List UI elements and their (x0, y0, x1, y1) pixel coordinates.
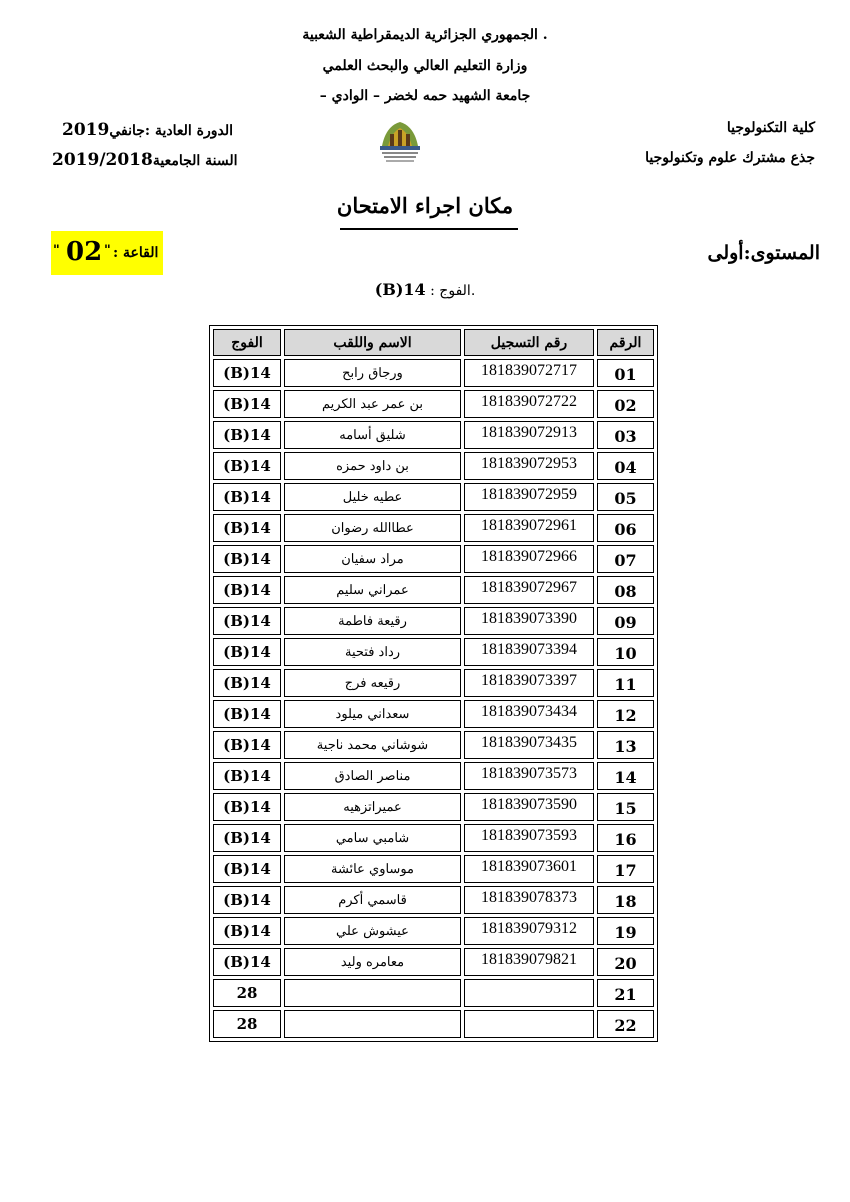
cell-name: سعداني ميلود (284, 700, 461, 728)
header-registration: رقم التسجيل (464, 329, 594, 356)
cell-registration: 181839073435 (464, 731, 594, 759)
track-name: جذع مشترك علوم وتكنولوجيا (645, 150, 815, 166)
cell-name: بن داود حمزه (284, 452, 461, 480)
cell-registration: 181839073601 (464, 855, 594, 883)
cell-group: (B)14 (213, 576, 281, 604)
table-row (213, 700, 654, 728)
table-row (213, 979, 654, 1007)
cell-number: 04 (597, 452, 654, 480)
table-row (213, 390, 654, 418)
cell-registration: 181839073573 (464, 762, 594, 790)
cell-number: 08 (597, 576, 654, 604)
cell-group: (B)14 (213, 638, 281, 666)
cell-group: (B)14 (213, 917, 281, 945)
table-row (213, 576, 654, 604)
cell-group: (B)14 (213, 669, 281, 697)
academic-year-label: السنة الجامعية (152, 153, 238, 169)
session-year: 2019 (62, 120, 110, 140)
cell-name: ورجاق رابح (284, 359, 461, 387)
cell-group: (B)14 (213, 359, 281, 387)
cell-registration: 181839079312 (464, 917, 594, 945)
cell-registration: 181839073397 (464, 669, 594, 697)
table-row (213, 452, 654, 480)
room-badge (51, 231, 163, 275)
cell-registration: 181839072966 (464, 545, 594, 573)
cell-group: (B)14 (213, 886, 281, 914)
room-quote-close: " (104, 243, 111, 258)
cell-number: 10 (597, 638, 654, 666)
cell-group: (B)14 (213, 390, 281, 418)
cell-name: معامره وليد (284, 948, 461, 976)
cell-number: 20 (597, 948, 654, 976)
group-label: .الفوج : (430, 283, 476, 299)
cell-number: 13 (597, 731, 654, 759)
cell-name: موساوي عائشة (284, 855, 461, 883)
cell-group: (B)14 (213, 948, 281, 976)
cell-group: (B)14 (213, 762, 281, 790)
cell-number: 05 (597, 483, 654, 511)
cell-registration: 181839072717 (464, 359, 594, 387)
table-row (213, 514, 654, 542)
header-name: الاسم واللقب (284, 329, 461, 356)
cell-registration: 181839073394 (464, 638, 594, 666)
cell-registration (464, 1010, 594, 1038)
table-row (213, 1010, 654, 1038)
cell-group: (B)14 (213, 452, 281, 480)
academic-year (52, 150, 238, 170)
cell-registration: 181839073434 (464, 700, 594, 728)
cell-registration: 181839072722 (464, 390, 594, 418)
header-group: الفوج (213, 329, 281, 356)
cell-group: 28 (213, 1010, 281, 1038)
students-table (209, 325, 658, 1042)
cell-group: (B)14 (213, 793, 281, 821)
cell-number: 01 (597, 359, 654, 387)
header-number: الرقم (597, 329, 654, 356)
cell-group: (B)14 (213, 607, 281, 635)
cell-number: 19 (597, 917, 654, 945)
table-row (213, 762, 654, 790)
republic-line: . الجمهوري الجزائرية الديمقراطية الشعبية (302, 27, 548, 43)
room-quote-open: " (53, 243, 60, 258)
room-label: القاعة : (113, 245, 159, 261)
cell-group: (B)14 (213, 855, 281, 883)
cell-name: عيشوش علي (284, 917, 461, 945)
cell-name: قاسمي أكرم (284, 886, 461, 914)
session-label: الدورة العادية :جانفي (109, 123, 233, 139)
cell-name: شامبي سامي (284, 824, 461, 852)
university-line: جامعة الشهيد حمه لخضر – الوادي – (319, 88, 531, 104)
cell-number: 17 (597, 855, 654, 883)
cell-name: رداد فتحية (284, 638, 461, 666)
cell-name (284, 1010, 461, 1038)
table-row (213, 669, 654, 697)
cell-number: 18 (597, 886, 654, 914)
table-row (213, 483, 654, 511)
table-row (213, 607, 654, 635)
cell-number: 15 (597, 793, 654, 821)
cell-registration: 181839072913 (464, 421, 594, 449)
cell-name: عطاالله رضوان (284, 514, 461, 542)
university-logo (376, 116, 424, 166)
cell-registration: 181839072953 (464, 452, 594, 480)
cell-number: 06 (597, 514, 654, 542)
faculty-name: كلية التكنولوجيا (726, 120, 815, 136)
cell-number: 07 (597, 545, 654, 573)
cell-number: 03 (597, 421, 654, 449)
page-title: مكان اجراء الامتحان (336, 193, 514, 218)
cell-registration: 181839072967 (464, 576, 594, 604)
table-row (213, 731, 654, 759)
ministry-line: وزارة التعليم العالي والبحث العلمي (322, 58, 528, 74)
cell-number: 16 (597, 824, 654, 852)
cell-number: 22 (597, 1010, 654, 1038)
academic-year-value: 2019/2018 (52, 150, 153, 170)
table-row (213, 824, 654, 852)
cell-name: شوشاني محمد ناجية (284, 731, 461, 759)
cell-registration: 181839079821 (464, 948, 594, 976)
cell-registration (464, 979, 594, 1007)
cell-group: (B)14 (213, 700, 281, 728)
cell-number: 02 (597, 390, 654, 418)
table-row (213, 917, 654, 945)
cell-group: (B)14 (213, 421, 281, 449)
cell-name: عطيه خليل (284, 483, 461, 511)
group-line (0, 280, 850, 299)
cell-name: عميراتزهيه (284, 793, 461, 821)
cell-group: (B)14 (213, 545, 281, 573)
cell-name: عمراني سليم (284, 576, 461, 604)
cell-registration: 181839073593 (464, 824, 594, 852)
cell-registration: 181839072961 (464, 514, 594, 542)
cell-number: 14 (597, 762, 654, 790)
cell-registration: 181839072959 (464, 483, 594, 511)
cell-name: بن عمر عبد الكريم (284, 390, 461, 418)
cell-group: (B)14 (213, 824, 281, 852)
table-row (213, 638, 654, 666)
group-value: 14(B) (374, 280, 426, 299)
cell-registration: 181839073390 (464, 607, 594, 635)
cell-group: (B)14 (213, 483, 281, 511)
cell-name: رقيعة فاطمة (284, 607, 461, 635)
table-row (213, 359, 654, 387)
table-row (213, 793, 654, 821)
cell-group: 28 (213, 979, 281, 1007)
cell-number: 12 (597, 700, 654, 728)
cell-name: مناصر الصادق (284, 762, 461, 790)
table-row (213, 886, 654, 914)
cell-number: 21 (597, 979, 654, 1007)
exam-session (62, 120, 233, 140)
cell-name: شليق أسامه (284, 421, 461, 449)
table-row (213, 421, 654, 449)
cell-name (284, 979, 461, 1007)
cell-number: 11 (597, 669, 654, 697)
cell-number: 09 (597, 607, 654, 635)
table-row (213, 855, 654, 883)
cell-registration: 181839073590 (464, 793, 594, 821)
cell-group: (B)14 (213, 514, 281, 542)
table-row (213, 545, 654, 573)
cell-name: مراد سفيان (284, 545, 461, 573)
title-underline (340, 228, 518, 230)
table-header-row (213, 329, 654, 356)
room-number: 02 (66, 237, 103, 267)
level-label: المستوى:أولى (707, 242, 820, 264)
table-row (213, 948, 654, 976)
cell-name: رقيعه فرج (284, 669, 461, 697)
cell-group: (B)14 (213, 731, 281, 759)
cell-registration: 181839078373 (464, 886, 594, 914)
